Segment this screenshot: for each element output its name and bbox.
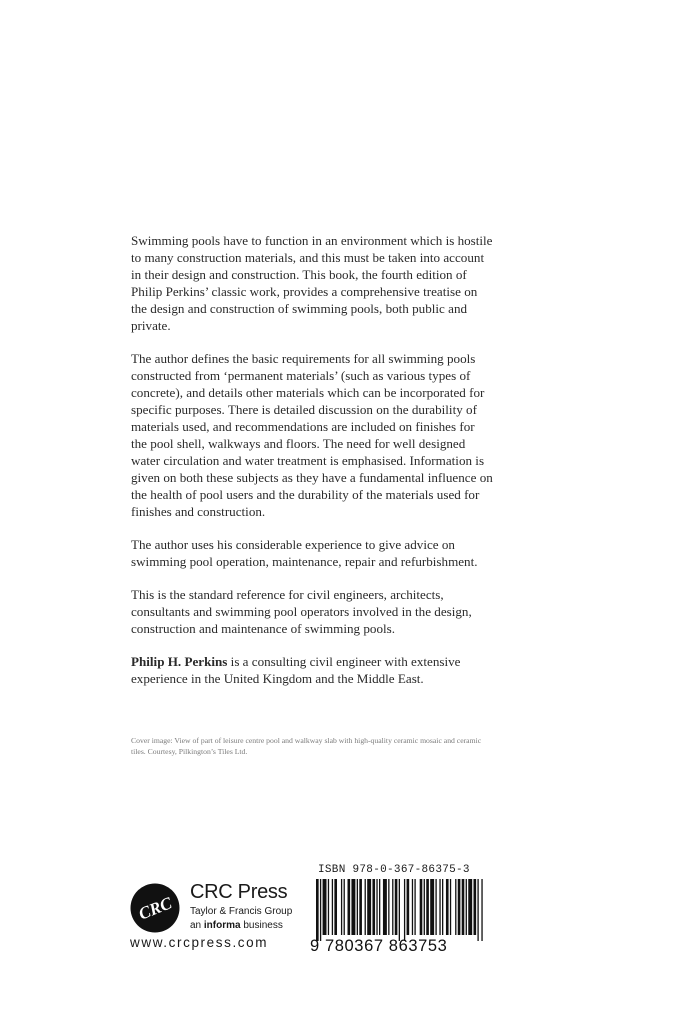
barcode-bar <box>379 879 380 935</box>
barcode-bar <box>367 879 371 935</box>
barcode-bar <box>323 879 327 935</box>
back-cover-blurb <box>131 232 493 703</box>
barcode-bar <box>395 879 398 935</box>
barcode-bar <box>392 879 393 935</box>
barcode-bar <box>365 879 366 935</box>
blurb-paragraph-3: The author uses his considerable experience to give advice on swimming pool operation, maintenance, repair and refurbishment. <box>131 537 478 569</box>
barcode-bar <box>372 879 375 935</box>
barcode-bar <box>404 879 405 941</box>
barcode-bar <box>466 879 467 935</box>
barcode-digits: 9 780367 863753 <box>310 937 448 955</box>
publisher-name: CRC Press <box>190 881 288 903</box>
barcode-bar <box>412 879 413 935</box>
publisher-group: Taylor & Francis Group <box>190 906 293 917</box>
barcode-bar <box>474 879 477 935</box>
barcode-bar <box>442 879 443 935</box>
barcode-bar <box>458 879 461 935</box>
barcode-bar <box>357 879 358 935</box>
barcode-bar <box>351 879 355 935</box>
barcode-bar <box>341 879 342 935</box>
business-brand: informa <box>203 920 241 931</box>
barcode-bar <box>348 879 351 935</box>
barcode-bar <box>477 879 478 941</box>
barcode-bar <box>481 879 482 941</box>
barcode-bar <box>399 879 400 941</box>
barcode-bar <box>450 879 451 935</box>
cover-image-caption: Cover image: View of part of leisure centre pool and walkway slab with high-quality ceramic mosaic and ceramic tiles. Courtesy, Pilkington’s Tiles Ltd. <box>131 736 482 756</box>
barcode-bar <box>446 879 449 935</box>
isbn-label: ISBN 978-0-367-86375-3 <box>318 864 470 876</box>
barcode-bar <box>359 879 362 935</box>
barcode-bar <box>344 879 345 935</box>
crc-logo-text: CRC <box>135 893 175 924</box>
barcode-bar <box>424 879 425 935</box>
barcode-bar <box>407 879 410 935</box>
blurb-paragraph-4: This is the standard reference for civil engineers, architects, consultants and swimming pool operators involved in the design, construction and maintenance of swimming pools. <box>131 587 472 636</box>
barcode-bar <box>462 879 465 935</box>
barcode-bar <box>388 879 389 935</box>
barcode-bar <box>435 879 436 935</box>
barcode-bar <box>468 879 472 935</box>
barcode-bar <box>420 879 423 935</box>
barcode-bar <box>334 879 337 935</box>
barcode-bar <box>316 879 319 941</box>
barcode-bar <box>320 879 321 941</box>
barcode-bar <box>332 879 333 935</box>
barcode-bar <box>426 879 429 935</box>
author-name: Philip H. Perkins <box>131 654 228 669</box>
barcode-bar <box>439 879 440 935</box>
barcode-icon <box>316 879 484 941</box>
barcode-bar <box>430 879 434 935</box>
author-bio-text: is a consulting civil engineer with extensive experience in the United Kingdom and the Middle East. <box>131 654 461 686</box>
business-prefix: an <box>190 920 204 931</box>
publisher-url: www.crcpress.com <box>130 935 269 950</box>
barcode-bar <box>455 879 456 935</box>
barcode-bar <box>414 879 415 935</box>
business-suffix: business <box>240 920 283 931</box>
barcode-bar <box>376 879 377 935</box>
barcode-bar <box>328 879 329 935</box>
blurb-paragraph-1: Swimming pools have to function in an environment which is hostile to many construction materials, and this must be taken into account in their design and construction. This book, the fourth edition of Philip Perkins’ classic work, provides a comprehensive treatise on the design and construction of swimming pools, both public and private. <box>131 233 493 333</box>
blurb-paragraph-2: The author defines the basic requirements for all swimming pools constructed from ‘permanent materials’ (such as various types of concrete), and details other materials which can be incorporated for specific purposes. There is detailed discussion on the durability of materials used, and recommendations are included on finishes for the pool shell, walkways and floors. The need for well designed water circulation and water treatment is emphasised. Information is given on both these subjects as they have a fundamental influence on the health of pool users and the durability of the materials used for finishes and construction. <box>131 351 493 519</box>
publisher-business <box>190 919 283 932</box>
crc-logo-icon <box>130 883 180 933</box>
barcode-bar <box>383 879 387 935</box>
author-bio <box>131 653 493 687</box>
